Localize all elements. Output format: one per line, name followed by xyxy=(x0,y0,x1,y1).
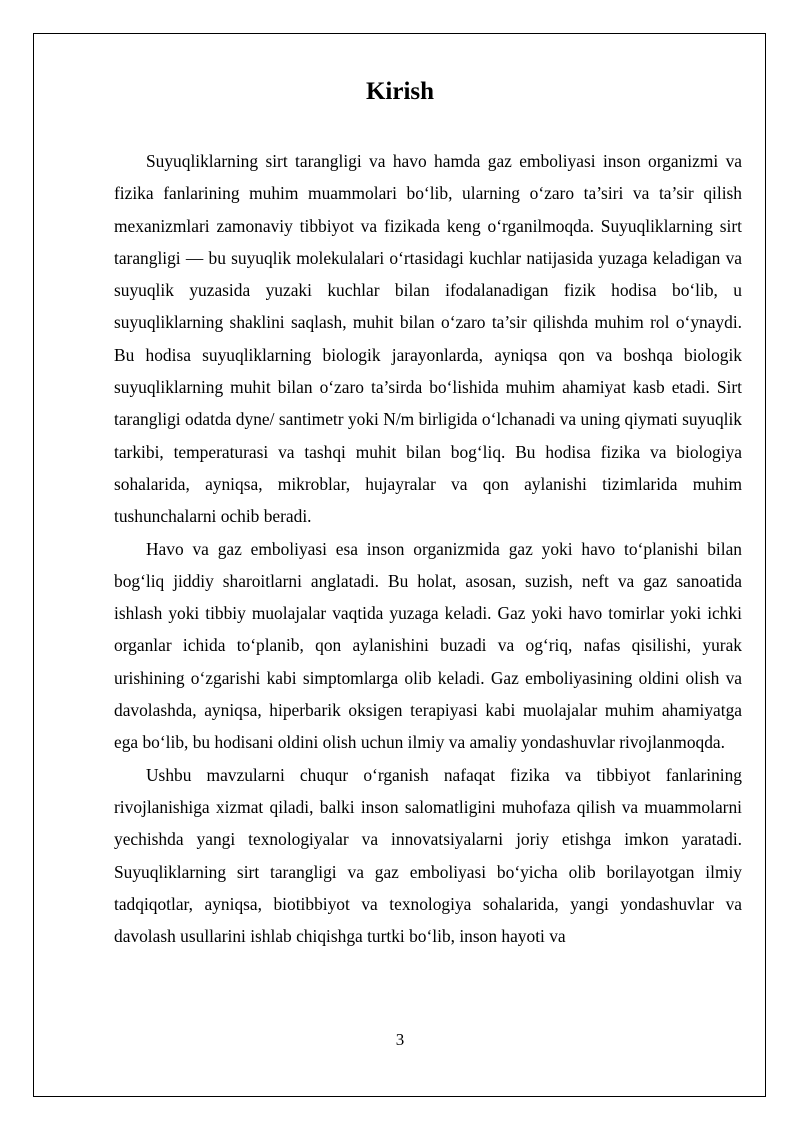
paragraph-2: Havo va gaz emboliyasi esa inson organizmida gaz yoki havo to‘planishi bilan bog‘liq jiddiy sharoitlarni anglatadi. Bu holat, asosan, suzish, neft va gaz sanoatida ishlash yoki tibbiy muolajalar vaqtida yuzaga keladi. Gaz yoki havo tomirlar yoki ichki organlar ichida to‘planib, qon aylanishini buzadi va og‘riq, nafas qisilishi, yurak urishining o‘zgarishi kabi simptomlarga olib keladi. Gaz emboliyasining oldini olish va davolashda, ayniqsa, hiperbarik oksigen terapiyasi kabi muolajalar muhim ahamiyatga ega bo‘lib, bu hodisani oldini olish uchun ilmiy va amaliy yondashuvlar rivojlanmoqda. xyxy=(114,538,742,753)
page-title: Kirish xyxy=(365,78,435,105)
paragraph-1: Suyuqliklarning sirt tarangligi va havo hamda gaz emboliyasi inson organizmi va fizika fanlarining muhim muammolari bo‘lib, ularning o‘zaro ta’siri va ta’sir qilish mexanizmlari zamonaviy tibbiyot va fizikada keng o‘rganilmoqda. Suyuqliklarning sirt tarangligi — bu suyuqlik molekulalari o‘rtasidagi kuchlar natijasida yuzaga keladigan va suyuqlik yuzasida yuzaki kuchlar bilan ifodalanadigan fizik hodisa bo‘lib, u suyuqliklarning shaklini saqlash, muhit bilan o‘zaro ta’sir qilishda muhim rol o‘ynaydi. Bu hodisa suyuqliklarning biologik jarayonlarda, ayniqsa qon va boshqa biologik suyuqliklarning muhit bilan o‘zaro ta’sirda bo‘lishida muhim ahamiyat kasb etadi. Sirt tarangligi odatda dyne/ santimetr yoki N/m birligida o‘lchanadi va uning qiymati suyuqlik tarkibi, temperaturasi va tashqi muhit bilan bog‘liq. Bu hodisa fizika va biologiya sohalarida, ayniqsa, mikroblar, hujayralar va qon aylanishi tizimlarida muhim tushunchalarni ochib beradi. xyxy=(114,151,742,527)
paragraph-3: Ushbu mavzularni chuqur o‘rganish nafaqat fizika va tibbiyot fanlarining rivojlanishiga xizmat qiladi, balki inson salomatligini muhofaza qilish va muammolarni yechishda yangi texnologiyalar va innovatsiyalarni joriy etishga imkon yaratadi. Suyuqliklarning sirt tarangligi va gaz emboliyasi bo‘yicha olib borilayotgan ilmiy tadqiqotlar, ayniqsa, biotibbiyot va texnologiya sohalarida, yangi yondashuvlar va davolash usullarini ishlab chiqishga turtki bo‘lib, inson hayoti va xyxy=(114,764,742,947)
document-body xyxy=(114,145,742,952)
page-number: 3 xyxy=(395,1030,405,1049)
